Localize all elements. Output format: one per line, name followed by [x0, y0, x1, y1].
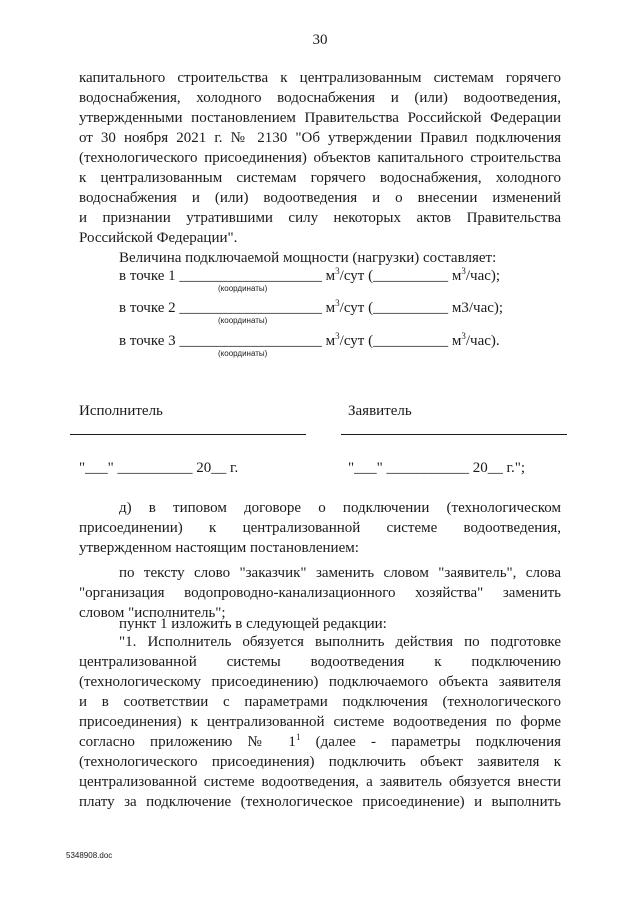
executor-label: Исполнитель: [79, 403, 163, 419]
applicant-label: Заявитель: [348, 403, 412, 419]
coordinates-caption: (координаты): [218, 284, 268, 293]
text-line: "1. Исполнитель обязуется выполнить действия по подготовке: [119, 634, 561, 650]
intro-paragraph: [79, 68, 561, 248]
text-line: присоединения) к централизованной системе водоотведения по форме: [79, 714, 561, 730]
text-line: (технологического присоединения) объектов капитального строительства: [79, 150, 561, 166]
text-line: по тексту слово "заказчик" заменить словом "заявитель", слова: [119, 565, 561, 581]
capacity-heading: Величина подключаемой мощности (нагрузки) составляет:: [119, 250, 497, 266]
text-line: "организация водопроводно-канализационного хозяйства" заменить: [79, 585, 561, 601]
document-code: 5348908.doc: [66, 851, 113, 860]
text-line: к централизованным системам горячего водоснабжения, холодного: [79, 170, 561, 186]
text-line: утвержденными постановлением Правительства Российской Федерации: [79, 110, 561, 126]
capacity-point-2: в точке 2 ___________________ $м^3$/сут (__________ м3/час);: [119, 298, 504, 316]
capacity-point-3: в точке 3 ___________________ $м^3$/сут (__________ $м^3/час$).: [119, 331, 500, 349]
text-line: (технологическому присоединению) подключаемого объекта заявителя: [79, 674, 561, 690]
item-d-paragraph: [79, 498, 561, 558]
executor-signature-line: [70, 434, 306, 435]
clause-1-paragraph: [79, 632, 561, 812]
text-line: водоснабжения, холодного водоснабжения и (или) водоотведения,: [79, 90, 561, 106]
text-line: водоснабжения и (или) водоотведения и о внесении изменений: [79, 190, 561, 206]
text-line: словом "исполнитель";: [79, 605, 226, 621]
capacity-point-1: в точке 1 ___________________ $м^3$/сут (__________ $м^3/час$);: [119, 266, 501, 284]
text-line-with-footnote: согласно приложению № $1^1$ (далее - параметры подключения: [79, 732, 561, 750]
text-line: (технологического присоединения) подключить объект заявителя к: [79, 754, 561, 770]
footnote-marker: 1: [295, 732, 301, 742]
text-line: и в соответствии с параметрами подключения (технологического: [79, 694, 561, 710]
text-line: утвержденном настоящим постановлением:: [79, 540, 359, 556]
coordinates-caption: (координаты): [218, 316, 268, 325]
applicant-date: "___" ___________ 20__ г.";: [348, 460, 525, 476]
text-line: и признании утратившими силу некоторых актов Правительства: [79, 210, 561, 226]
text-line: централизованной системы водоотведения к подключению: [79, 654, 561, 670]
text-line: плату за подключение (технологическое присоединение) и выполнить: [79, 794, 561, 810]
coordinates-caption: (координаты): [218, 349, 268, 358]
text-line: капитального строительства к централизованным системам горячего: [79, 70, 561, 86]
text-line: д) в типовом договоре о подключении (технологическом: [119, 500, 561, 516]
applicant-signature-line: [341, 434, 567, 435]
page-number: 30: [312, 32, 328, 48]
text-line: централизованной системе водоотведения, а заявитель обязуется внести: [79, 774, 561, 790]
point-1-instruction: пункт 1 изложить в следующей редакции:: [119, 616, 387, 632]
text-line: присоединении) к централизованной системе водоотведения,: [79, 520, 561, 536]
executor-date: "___" __________ 20__ г.: [79, 460, 239, 476]
text-line: Российской Федерации".: [79, 230, 238, 246]
text-line: от 30 ноября 2021 г. № 2130 "Об утверждении Правил подключения: [79, 130, 561, 146]
